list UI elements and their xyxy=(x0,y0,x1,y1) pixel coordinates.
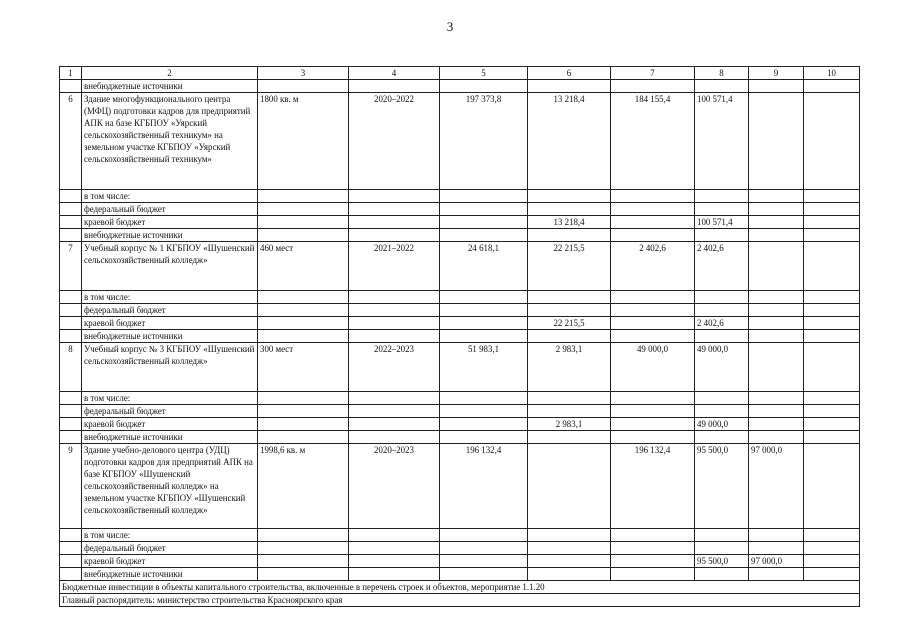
project-col9 xyxy=(749,93,804,190)
project-col8: 95 500,0 xyxy=(695,444,749,529)
project-name: Учебный корпус № 3 КГБПОУ «Шушенский сельскохозяйственный колледж» xyxy=(82,343,258,392)
project-row xyxy=(60,444,860,529)
federal-row xyxy=(60,542,860,555)
regional-col8: 49 000,0 xyxy=(695,418,749,431)
project-col7: 2 402,6 xyxy=(611,242,695,291)
including-row xyxy=(60,529,860,542)
project-col6: 22 215,5 xyxy=(528,242,611,291)
project-col10 xyxy=(804,343,860,392)
row-label: внебюджетные источники xyxy=(82,330,258,343)
row-label: федеральный бюджет xyxy=(82,405,258,418)
offbudget-row xyxy=(60,568,860,581)
project-period: 2020–2022 xyxy=(349,93,440,190)
project-name: Здание учебно-делового центра (УДЦ) подготовки кадров для предприятий АПК на базе КГБПОУ «Шушенский сельскохозяйственный колледж» на земельном участке КГБПОУ «Шушенский сельскохозяйственный колледж» xyxy=(82,444,258,529)
regional-col6 xyxy=(528,555,611,568)
project-row xyxy=(60,93,860,190)
project-number: 8 xyxy=(60,343,82,392)
footer-manager-row xyxy=(60,594,860,607)
header-cell: 5 xyxy=(440,67,528,80)
project-col7: 196 132,4 xyxy=(611,444,695,529)
project-col7: 49 000,0 xyxy=(611,343,695,392)
offbudget-row xyxy=(60,330,860,343)
project-row xyxy=(60,242,860,291)
federal-row xyxy=(60,203,860,216)
row-label: в том числе: xyxy=(82,291,258,304)
row-label: внебюджетные источники xyxy=(82,431,258,444)
regional-col6: 22 215,5 xyxy=(528,317,611,330)
federal-row xyxy=(60,304,860,317)
federal-row xyxy=(60,405,860,418)
project-col6: 2 983,1 xyxy=(528,343,611,392)
footer-investments-row xyxy=(60,581,860,594)
offbudget-row xyxy=(60,431,860,444)
project-capacity: 300 мест xyxy=(258,343,349,392)
row-label: внебюджетные источники xyxy=(82,568,258,581)
project-col8: 100 571,4 xyxy=(695,93,749,190)
project-col6 xyxy=(528,444,611,529)
project-capacity: 1800 кв. м xyxy=(258,93,349,190)
header-cell: 8 xyxy=(695,67,749,80)
budget-table xyxy=(59,66,860,607)
offbudget-row xyxy=(60,80,860,93)
project-capacity: 1998,6 кв. м xyxy=(258,444,349,529)
project-name: Здание многофункционального центра (МФЦ) подготовки кадров для предприятий АПК на базе КГБПОУ «Уярский сельскохозяйственный техникум» на земельном участке КГБПОУ «Уярский сельскохозяйственный техникум» xyxy=(82,93,258,190)
project-col9 xyxy=(749,242,804,291)
regional-col9 xyxy=(749,317,804,330)
project-col10 xyxy=(804,242,860,291)
regional-col8: 2 402,6 xyxy=(695,317,749,330)
header-cell: 10 xyxy=(804,67,860,80)
row-label: внебюджетные источники xyxy=(82,229,258,242)
regional-col8: 95 500,0 xyxy=(695,555,749,568)
row-label: внебюджетные источники xyxy=(82,80,258,93)
footer-investments: Бюджетные инвестиции в объекты капитального строительства, включенные в перечень строек и объектов, мероприятие 1.1.20 xyxy=(60,581,860,594)
project-col8: 49 000,0 xyxy=(695,343,749,392)
row-label: в том числе: xyxy=(82,392,258,405)
project-number: 9 xyxy=(60,444,82,529)
offbudget-row xyxy=(60,229,860,242)
row-label: в том числе: xyxy=(82,529,258,542)
row-label: краевой бюджет xyxy=(82,418,258,431)
project-total: 197 373,8 xyxy=(440,93,528,190)
project-col10 xyxy=(804,93,860,190)
header-cell: 4 xyxy=(349,67,440,80)
header-row xyxy=(60,67,860,80)
project-period: 2022–2023 xyxy=(349,343,440,392)
including-row xyxy=(60,392,860,405)
project-total: 51 983,1 xyxy=(440,343,528,392)
regional-col9 xyxy=(749,418,804,431)
regional-col9 xyxy=(749,216,804,229)
header-cell: 2 xyxy=(82,67,258,80)
regional-col6: 2 983,1 xyxy=(528,418,611,431)
row-label: в том числе: xyxy=(82,190,258,203)
project-row xyxy=(60,343,860,392)
page-number: 3 xyxy=(446,19,454,34)
footer-manager: Главный распорядитель: министерство строительства Красноярского края xyxy=(60,594,860,607)
regional-col8: 100 571,4 xyxy=(695,216,749,229)
regional-col6: 13 218,4 xyxy=(528,216,611,229)
project-col6: 13 218,4 xyxy=(528,93,611,190)
regional-col9: 97 000,0 xyxy=(749,555,804,568)
including-row xyxy=(60,291,860,304)
header-cell: 7 xyxy=(611,67,695,80)
row-label: краевой бюджет xyxy=(82,317,258,330)
project-period: 2020–2023 xyxy=(349,444,440,529)
regional-row xyxy=(60,317,860,330)
project-col9: 97 000,0 xyxy=(749,444,804,529)
regional-row xyxy=(60,418,860,431)
project-number: 6 xyxy=(60,93,82,190)
header-cell: 1 xyxy=(60,67,82,80)
row-label: краевой бюджет xyxy=(82,216,258,229)
header-cell: 3 xyxy=(258,67,349,80)
row-label: федеральный бюджет xyxy=(82,203,258,216)
project-col9 xyxy=(749,343,804,392)
regional-row xyxy=(60,216,860,229)
header-cell: 6 xyxy=(528,67,611,80)
project-capacity: 460 мест xyxy=(258,242,349,291)
including-row xyxy=(60,190,860,203)
project-number: 7 xyxy=(60,242,82,291)
row-label: краевой бюджет xyxy=(82,555,258,568)
project-total: 24 618,1 xyxy=(440,242,528,291)
row-label: федеральный бюджет xyxy=(82,542,258,555)
project-total: 196 132,4 xyxy=(440,444,528,529)
row-label: федеральный бюджет xyxy=(82,304,258,317)
project-name: Учебный корпус № 1 КГБПОУ «Шушенский сельскохозяйственный колледж» xyxy=(82,242,258,291)
project-period: 2021–2022 xyxy=(349,242,440,291)
regional-row xyxy=(60,555,860,568)
project-col10 xyxy=(804,444,860,529)
project-col7: 184 155,4 xyxy=(611,93,695,190)
project-col8: 2 402,6 xyxy=(695,242,749,291)
header-cell: 9 xyxy=(749,67,804,80)
